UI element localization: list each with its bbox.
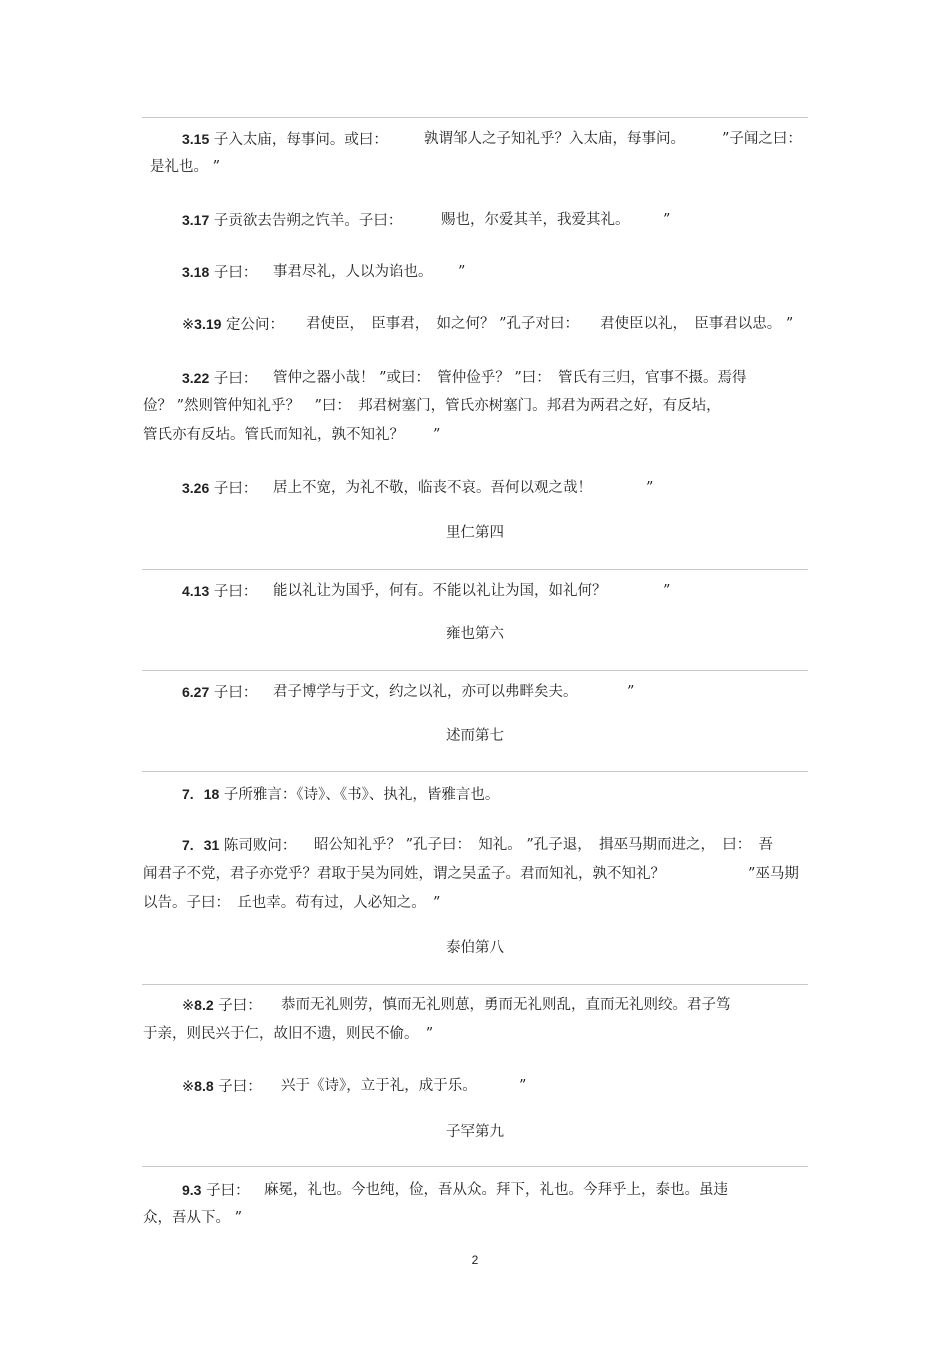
- tail-text: ”: [627, 684, 635, 700]
- section-heading: 里仁第四: [446, 525, 504, 541]
- entry-text: 陈司败问：: [219, 838, 297, 854]
- entry-3-17-line-1: [182, 210, 402, 230]
- quote-text: 君子博学与于文，约之以礼，亦可以弗畔矣夫。: [273, 684, 578, 700]
- entry-3-26-line-1: [182, 478, 257, 498]
- tail-text: ”子闻之曰：: [722, 131, 802, 147]
- entry-8-2-quote: [281, 995, 731, 1015]
- entry-text: 子曰：: [209, 265, 258, 281]
- section-divider: [142, 984, 808, 985]
- entry-3-18-quote: [273, 262, 433, 282]
- entry-3-15-quote: [424, 129, 685, 149]
- entry-3-18-line-1: [182, 262, 257, 282]
- entry-text: 闻君子不党，君子亦党乎？君取于吴为同姓，谓之吴孟子。君而知礼，孰不知礼？: [143, 866, 665, 882]
- quote-text: 孰谓邹人之子知礼乎？入太庙，每事问。: [424, 131, 685, 147]
- section-heading: 雍也第六: [446, 626, 504, 642]
- entry-number: 6.27: [182, 684, 210, 700]
- section-divider: [142, 670, 808, 671]
- entry-number: 7.: [182, 786, 194, 802]
- entry-number: 3.26: [182, 480, 210, 496]
- entry-number: 7.: [182, 837, 194, 853]
- quote-text: 居上不宽，为礼不敬，临丧不哀。吾何以观之哉！: [273, 480, 592, 496]
- section-heading: 泰伯第八: [446, 940, 504, 956]
- entry-text: 是礼也。 ”: [150, 159, 221, 175]
- entry-3-22-line-2: [143, 396, 721, 416]
- entry-text: 定公问：: [221, 317, 285, 333]
- top-divider: [142, 117, 808, 118]
- entry-3-19-line-1: [182, 314, 284, 334]
- entry-number: 4.13: [182, 583, 210, 599]
- section-divider: [142, 1166, 808, 1167]
- quote-text: 兴于《诗》，立于礼，成于乐。: [281, 1078, 477, 1094]
- quote-text: 管仲之器小哉！ ”或曰： 管仲俭乎？ ”曰： 管氏有三归，官事不摄。焉得: [273, 370, 747, 386]
- entry-3-26-tail: [646, 478, 653, 498]
- marker-symbol: ※: [182, 1079, 195, 1095]
- page-number: 2: [471, 1253, 479, 1267]
- entry-8-2-line-1: [182, 995, 262, 1015]
- entry-8-8-quote: [281, 1076, 477, 1096]
- entry-6-27-line-1: [182, 682, 257, 702]
- entry-9-3-line-1: [182, 1180, 250, 1200]
- entry-3-19-tail: [600, 314, 793, 334]
- tail-text: ”: [458, 264, 466, 280]
- entry-number: 3.18: [182, 264, 210, 280]
- entry-3-17-quote: [441, 210, 630, 230]
- entry-text: 子曰：: [213, 998, 262, 1014]
- entry-8-8-tail: [519, 1076, 526, 1096]
- entry-number: 3.17: [182, 212, 210, 228]
- quote-text: 君使臣， 臣事君， 如之何？ ”孔子对曰：: [306, 316, 580, 332]
- entry-number: 8.2: [194, 997, 214, 1013]
- tail-text: ”巫马期: [748, 866, 799, 882]
- entry-9-3-line-2: [143, 1208, 242, 1228]
- tail-text: 君使臣以礼， 臣事君以忠。 ”: [600, 316, 794, 332]
- entry-7-31-line-2: [143, 864, 665, 884]
- quote-text: 事君尽礼，人以为谄也。: [273, 264, 433, 280]
- entry-number: 3.19: [194, 316, 222, 332]
- tail-text: ”: [519, 1078, 527, 1094]
- entry-8-2-line-2: [143, 1024, 433, 1044]
- entry-number: 8.8: [194, 1078, 214, 1094]
- tail-text: ”: [663, 583, 671, 599]
- entry-8-8-line-1: [182, 1076, 262, 1096]
- entry-7-31-line-1: [182, 835, 296, 855]
- entry-text: 子曰：: [209, 371, 258, 387]
- entry-number: 3.15: [182, 131, 210, 147]
- quote-text: 赐也，尔爱其羊，我爱其礼。: [441, 212, 630, 228]
- entry-3-22-line-3: [143, 425, 440, 445]
- entry-6-27-tail: [627, 682, 634, 702]
- entry-text: 子曰：: [201, 1183, 250, 1199]
- entry-4-13-line-1: [182, 581, 257, 601]
- entry-4-13-quote: [273, 581, 607, 601]
- entry-text: 以告。子曰： 丘也幸。苟有过，人必知之。 ”: [143, 895, 441, 911]
- section-divider: [142, 771, 808, 772]
- section-divider: [142, 569, 808, 570]
- quote-text: 能以礼让为国乎，何有。不能以礼让为国，如礼何？: [273, 583, 607, 599]
- entry-text: 子曰：: [209, 481, 258, 497]
- marker-symbol: ※: [182, 998, 195, 1014]
- quote-text: 恭而无礼则劳，慎而无礼则葸，勇而无礼则乱，直而无礼则绞。君子笃: [281, 997, 731, 1013]
- entry-3-26-quote: [273, 478, 592, 498]
- entry-text: 众，吾从下。 ”: [143, 1210, 243, 1226]
- section-heading: 述而第七: [446, 728, 504, 744]
- entry-text: 管氏亦有反坫。管氏而知礼，孰不知礼？ ”: [143, 427, 441, 443]
- entry-text: 子贡欲去告朔之饩羊。子曰：: [209, 213, 403, 229]
- quote-text: 昭公知礼乎？ ”孔子曰： 知礼。 ”孔子退， 揖巫马期而进之， 曰： 吾: [314, 837, 774, 853]
- entry-6-27-quote: [273, 682, 578, 702]
- entry-3-17-tail: [663, 210, 670, 230]
- entry-number: 9.3: [182, 1182, 202, 1198]
- entry-number: 3.22: [182, 370, 210, 386]
- entry-number-suffix: 31: [203, 837, 220, 853]
- entry-9-3-quote: [264, 1180, 728, 1200]
- entry-text: 子曰：: [209, 584, 258, 600]
- entry-text: 子曰：: [213, 1079, 262, 1095]
- entry-3-18-tail: [458, 262, 465, 282]
- entry-number-suffix: 18: [203, 786, 220, 802]
- section-heading: 子罕第九: [446, 1124, 504, 1140]
- entry-3-22-line-1: [182, 368, 257, 388]
- entry-4-13-tail: [663, 581, 670, 601]
- entry-3-15-line-1: [182, 129, 388, 149]
- entry-text: 子曰：: [209, 685, 258, 701]
- entry-text: 子入太庙，每事问。或曰：: [209, 132, 388, 148]
- entry-text: 俭？ ”然则管仲知礼乎？ ”曰： 邦君树塞门，管氏亦树塞门。邦君为两君之好，有反坫，: [143, 398, 721, 414]
- entry-7-31-line-3: [143, 893, 440, 913]
- entry-3-22-quote: [273, 368, 747, 388]
- tail-text: ”: [646, 480, 654, 496]
- entry-7-18-line-1: [182, 784, 499, 804]
- entry-text: 于亲，则民兴于仁，故旧不遗，则民不偷。 ”: [143, 1026, 434, 1042]
- entry-3-15-tail: [722, 129, 802, 149]
- marker-symbol: ※: [182, 317, 195, 333]
- entry-3-15-line-2: [150, 157, 220, 177]
- tail-text: ”: [663, 212, 671, 228]
- entry-7-31-line-2-tail: [748, 864, 799, 884]
- entry-text: 子所雅言：《诗》、《书》、执礼，皆雅言也。: [219, 787, 500, 803]
- entry-3-19-quote: [306, 314, 579, 334]
- entry-7-31-quote: [314, 835, 773, 855]
- quote-text: 麻冕，礼也。今也纯，俭，吾从众。拜下，礼也。今拜乎上，泰也。虽违: [264, 1182, 728, 1198]
